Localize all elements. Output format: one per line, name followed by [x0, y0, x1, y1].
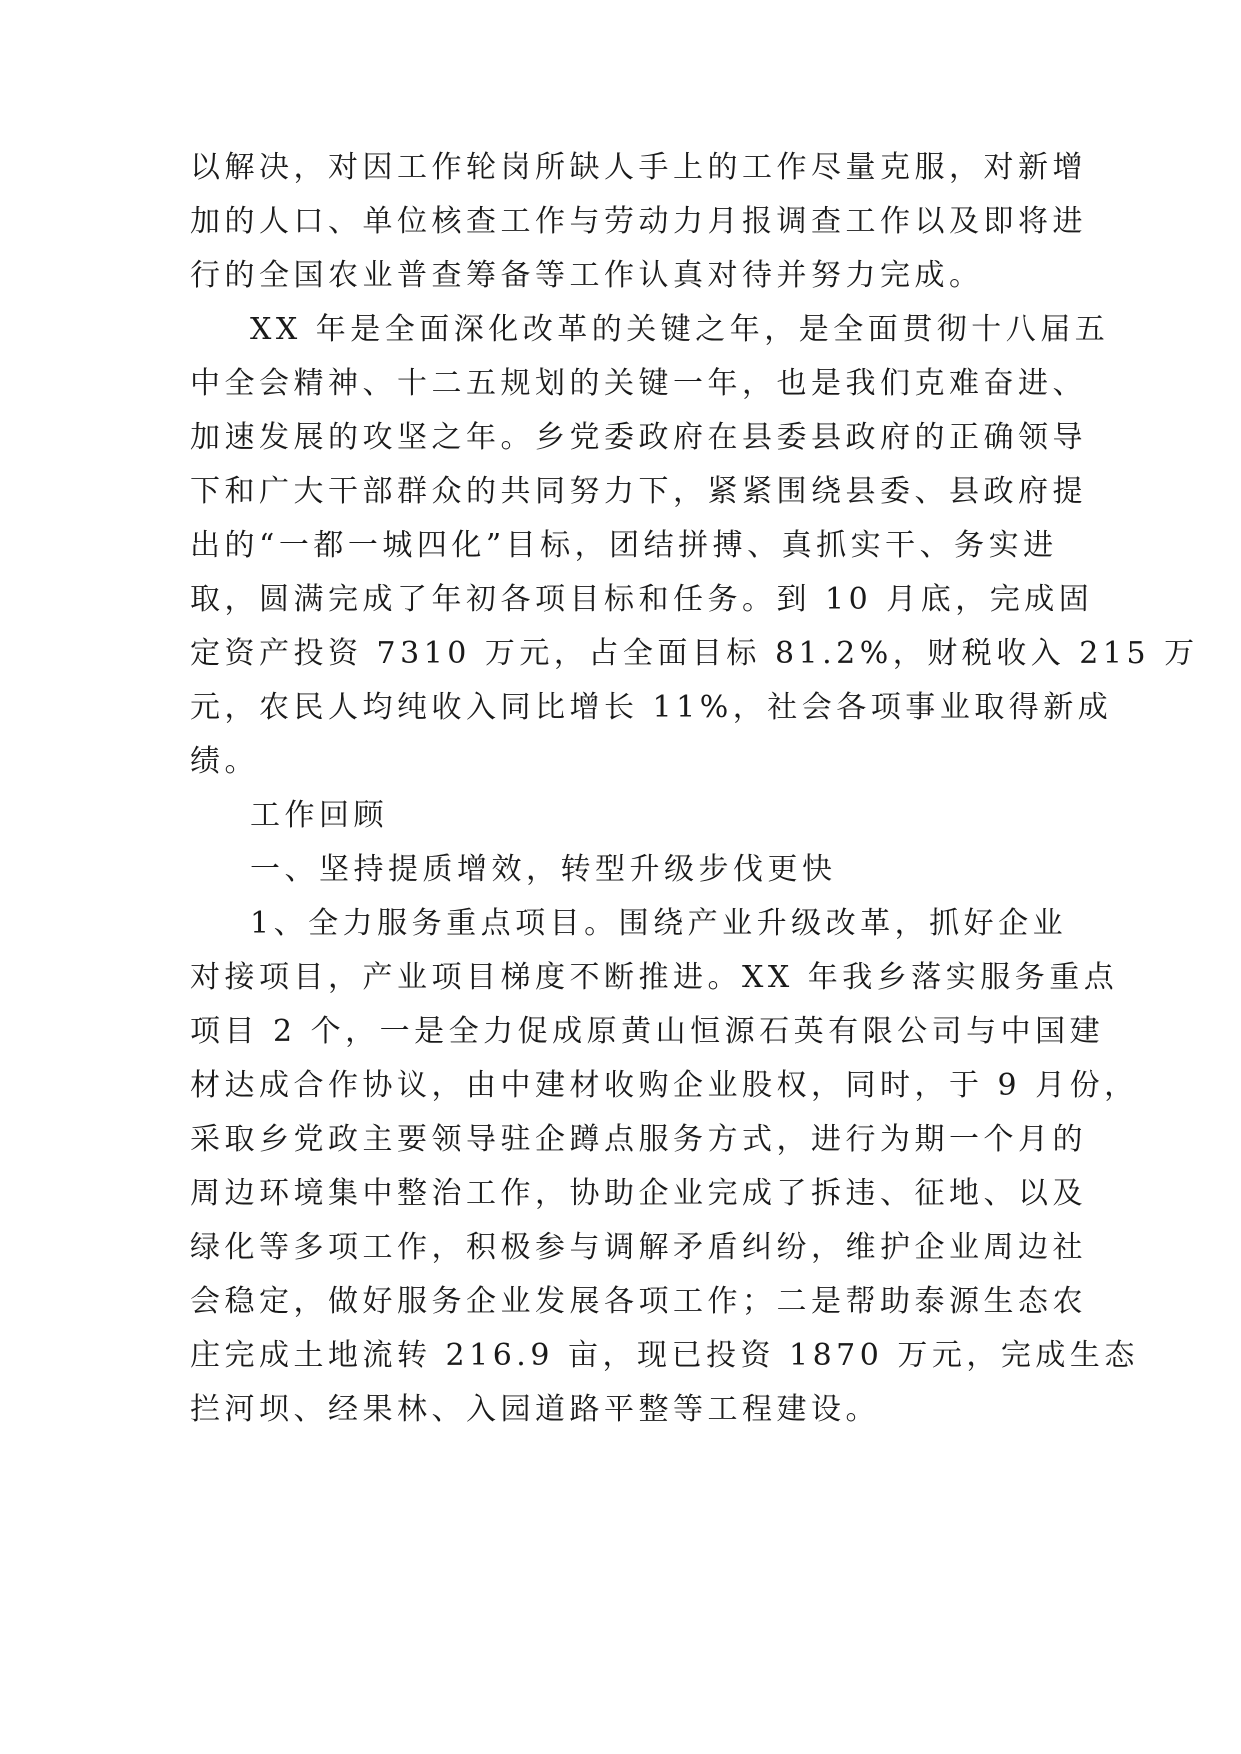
paragraph-line: 取，圆满完成了年初各项目标和任务。到 10 月底，完成固	[190, 582, 1094, 617]
paragraph-line: 采取乡党政主要领导驻企蹲点服务方式，进行为期一个月的	[190, 1122, 1087, 1157]
paragraph-line: 周边环境集中整治工作，协助企业完成了拆违、征地、以及	[190, 1176, 1087, 1211]
paragraph-line: 元，农民人均纯收入同比增长 11%，社会各项事业取得新成	[190, 690, 1113, 725]
paragraph-line: 拦河坝、经果林、入园道路平整等工程建设。	[190, 1392, 880, 1427]
paragraph-line: 出的“一都一城四化”目标，团结拼搏、真抓实干、务实进	[190, 528, 1058, 563]
paragraph-line: 下和广大干部群众的共同努力下，紧紧围绕县委、县政府提	[190, 474, 1087, 509]
paragraph-line: 材达成合作协议，由中建材收购企业股权，同时，于 9 月份，	[190, 1068, 1139, 1103]
paragraph-line: 加速发展的攻坚之年。乡党委政府在县委县政府的正确领导	[190, 420, 1087, 455]
paragraph-line: 庄完成土地流转 216.9 亩，现已投资 1870 万元，完成生态	[190, 1338, 1139, 1373]
paragraph-line: 定资产投资 7310 万元，占全面目标 81.2%，财税收入 215 万	[190, 636, 1199, 671]
paragraph-line: 加的人口、单位核查工作与劳动力月报调查工作以及即将进	[190, 204, 1087, 239]
paragraph-line: 以解决，对因工作轮岗所缺人手上的工作尽量克服，对新增	[190, 150, 1087, 185]
paragraph-line: 行的全国农业普查筹备等工作认真对待并努力完成。	[190, 258, 984, 293]
paragraph-line: 会稳定，做好服务企业发展各项工作；二是帮助泰源生态农	[190, 1284, 1087, 1319]
paragraph-line: 绩。	[190, 744, 259, 779]
paragraph-line: XX 年是全面深化改革的关键之年，是全面贯彻十八届五	[250, 312, 1110, 347]
paragraph-line: 项目 2 个，一是全力促成原黄山恒源石英有限公司与中国建	[190, 1014, 1105, 1049]
section-heading: 工作回顾	[250, 798, 388, 833]
paragraph-line: 中全会精神、十二五规划的关键一年，也是我们克难奋进、	[190, 366, 1087, 401]
paragraph-line: 1、全力服务重点项目。围绕产业升级改革，抓好企业	[250, 906, 1068, 941]
paragraph-line: 对接项目，产业项目梯度不断推进。XX 年我乡落实服务重点	[190, 960, 1119, 995]
paragraph-line: 绿化等多项工作，积极参与调解矛盾纠纷，维护企业周边社	[190, 1230, 1087, 1265]
subsection-heading: 一、坚持提质增效，转型升级步伐更快	[250, 852, 837, 887]
